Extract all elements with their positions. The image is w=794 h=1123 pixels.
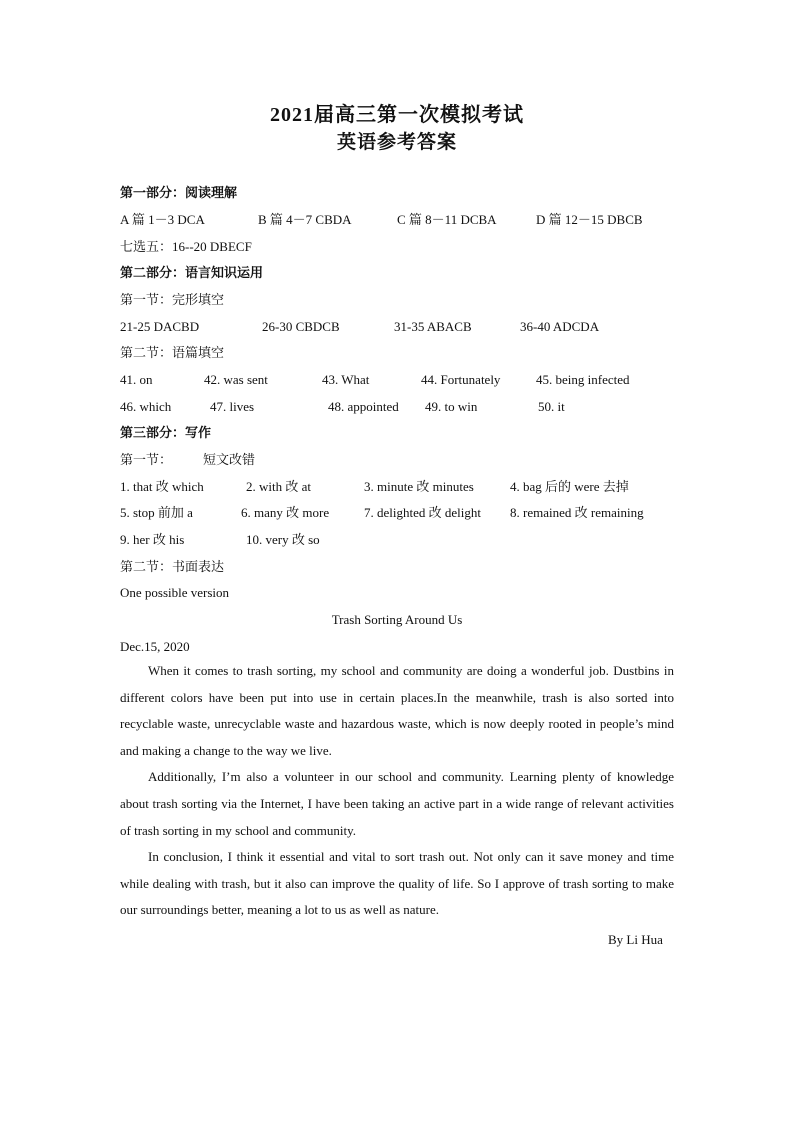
possible-version-label: One possible version (120, 585, 230, 600)
part2-heading: 第二部分：语言知识运用 (120, 265, 264, 280)
correction-item: 3. minute 改 minutes (364, 479, 474, 494)
cloze-answer: 26-30 CBDCB (262, 319, 340, 334)
writing-section-title: 第二节：书面表达 (120, 559, 225, 574)
grammar-answer: 41. on (120, 372, 153, 387)
exam-subtitle: 英语参考答案 (336, 132, 457, 153)
grammar-answer: 47. lives (210, 399, 255, 414)
correction-item: 2. with 改 at (246, 479, 311, 494)
grammar-answer: 46. which (120, 399, 172, 414)
essay-paragraph: Additionally, I’m also a volunteer in our school and community. Learning plenty of knowledge about trash sorting via the Internet, I have been taking an active part in a wide range of relevant activities of trash sorting in my school and community. (120, 769, 674, 838)
reading-answer-a: A 篇 1－3 DCA (120, 212, 205, 227)
essay-title: Trash Sorting Around Us (331, 612, 463, 627)
cloze-answer: 21-25 DACBD (120, 319, 200, 334)
cloze-answer: 31-35 ABACB (394, 319, 472, 334)
essay-paragraph: In conclusion, I think it essential and vital to sort trash out. Not only can it save money and time while dealing with trash, but it also can improve the quality of life. So I approve of trash sorting to make our surroundings better, meaning a lot to us as well as nature. (120, 849, 674, 918)
essay-body (120, 658, 674, 924)
grammar-answer: 45. being infected (536, 372, 630, 387)
essay-paragraph: When it comes to trash sorting, my school and community are doing a wonderful job. Dustbins in different colors have been put into use in certain places.In the meanwhile, trash is also sorted into recyclable waste, unrecyclable waste and hazardous waste, which is now deeply rooted in people’s mind and making a change to the way we live. (120, 663, 674, 758)
exam-title: 2021届高三第一次模拟考试 (270, 104, 524, 126)
essay-date: Dec.15, 2020 (120, 639, 190, 654)
cloze-answer: 36-40 ADCDA (520, 319, 600, 334)
grammar-answer: 49. to win (425, 399, 478, 414)
grammar-answer: 48. appointed (328, 399, 399, 414)
essay-signature: By Li Hua (608, 932, 663, 947)
correction-item: 4. bag 后的 were 去掉 (510, 479, 629, 494)
correction-item: 1. that 改 which (120, 479, 204, 494)
correction-section-label: 第一节： (120, 452, 173, 467)
grammar-answer: 43. What (322, 372, 370, 387)
correction-item: 5. stop 前加 a (120, 505, 193, 520)
part1-heading: 第一部分：阅读理解 (120, 185, 238, 200)
correction-item: 10. very 改 so (246, 532, 320, 547)
cloze-section-title: 第一节：完形填空 (120, 292, 225, 307)
grammar-answer: 42. was sent (204, 372, 268, 387)
correction-section-name: 短文改错 (203, 452, 256, 467)
correction-item: 6. many 改 more (241, 505, 330, 520)
seven-choose-five: 七选五：16--20 DBECF (120, 239, 252, 254)
correction-item: 9. her 改 his (120, 532, 185, 547)
part3-heading: 第三部分：写作 (120, 425, 212, 440)
correction-item: 7. delighted 改 delight (364, 505, 481, 520)
grammar-answer: 44. Fortunately (421, 372, 501, 387)
reading-answer-d: D 篇 12－15 DBCB (536, 212, 643, 227)
grammar-section-title: 第二节：语篇填空 (120, 345, 225, 360)
grammar-answer: 50. it (538, 399, 565, 414)
reading-answer-c: C 篇 8－11 DCBA (397, 212, 497, 227)
reading-answer-b: B 篇 4－7 CBDA (258, 212, 352, 227)
correction-item: 8. remained 改 remaining (510, 505, 644, 520)
